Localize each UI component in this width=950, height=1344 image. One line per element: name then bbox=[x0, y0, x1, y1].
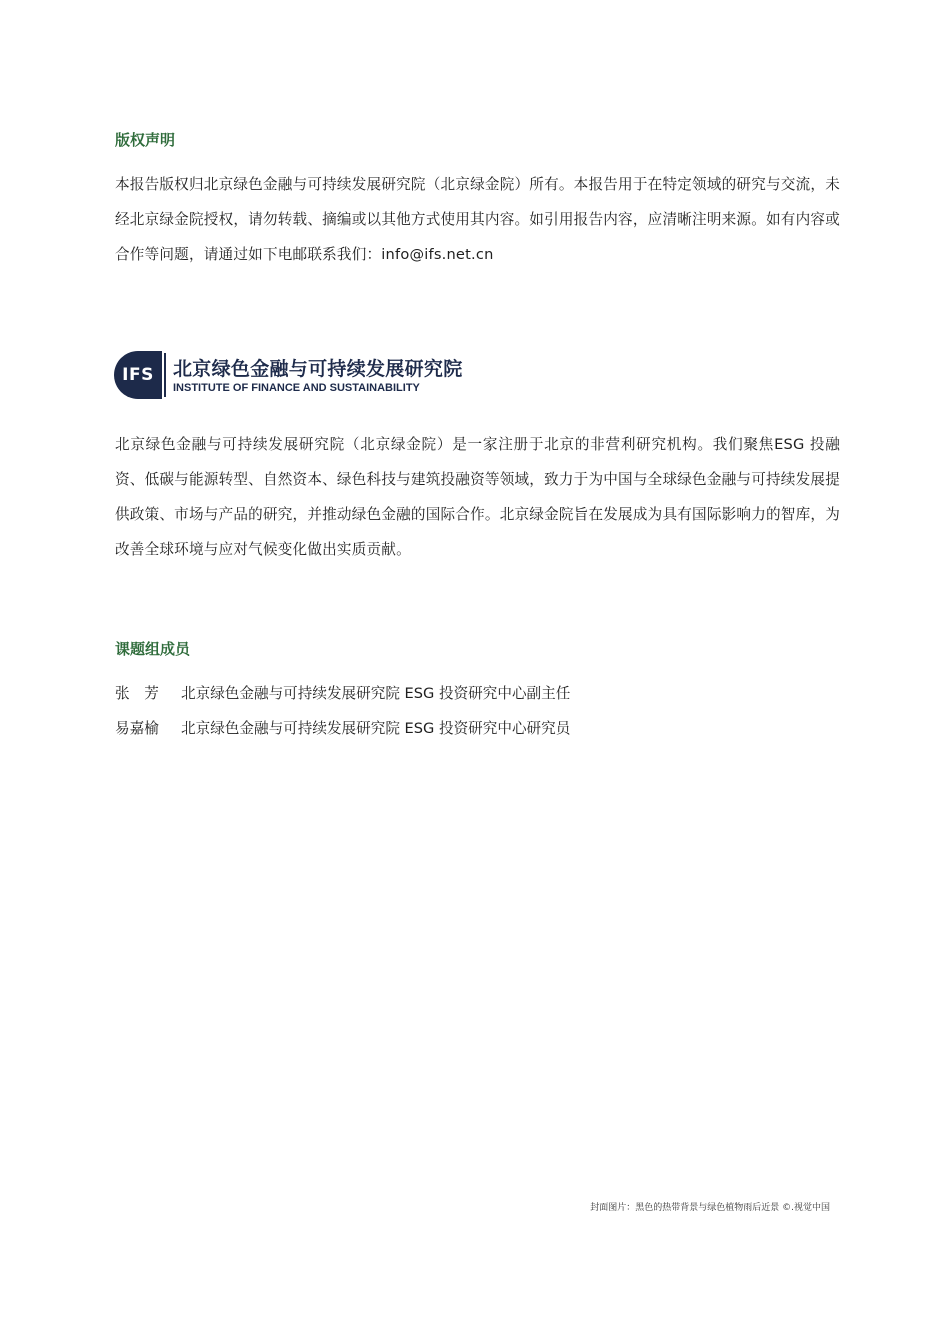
team-heading: 课题组成员 bbox=[115, 640, 191, 658]
member-role: 北京绿色金融与可持续发展研究院 ESG 投资研究中心副主任 bbox=[181, 685, 571, 702]
about-text: 北京绿色金融与可持续发展研究院（北京绿金院）是一家注册于北京的非营利研究机构。我们聚焦ESG 投融资、低碳与能源转型、自然资本、绿色科技与建筑投融资等领域，致力于为中国与全球绿色金融与可持续发展提供政策、市场与产品的研究，并推动绿色金融的国际合作。北京绿金院旨在发展成为具有国际影响力的智库，为改善全球环境与应对气候变化做出实质贡献。 bbox=[115, 436, 840, 558]
logo-mark: IFS bbox=[114, 351, 162, 399]
member-name: 易嘉榆 bbox=[115, 720, 159, 737]
logo-name-cn: 北京绿色金融与可持续发展研究院 bbox=[173, 358, 463, 380]
copyright-heading: 版权声明 bbox=[115, 131, 176, 149]
copyright-text: 本报告版权归北京绿色金融与可持续发展研究院（北京绿金院）所有。本报告用于在特定领域的研究与交流，未经北京绿金院授权，请勿转载、摘编或以其他方式使用其内容。如引用报告内容，应清晰注明来源。如有内容或合作等问题，请通过如下电邮联系我们：info@ifs.net.cn bbox=[115, 176, 840, 263]
team-member bbox=[115, 684, 570, 704]
logo-name-en: INSTITUTE OF FINANCE AND SUSTAINABILITY bbox=[173, 382, 420, 394]
member-name: 张 芳 bbox=[115, 685, 159, 702]
member-role: 北京绿色金融与可持续发展研究院 ESG 投资研究中心研究员 bbox=[181, 720, 571, 737]
cover-image-credit: 封面图片：黑色的热带背景与绿色植物雨后近景 ©.视觉中国 bbox=[590, 1203, 830, 1213]
team-member bbox=[115, 719, 570, 739]
ifs-logo bbox=[114, 351, 464, 399]
logo-divider bbox=[164, 353, 166, 397]
